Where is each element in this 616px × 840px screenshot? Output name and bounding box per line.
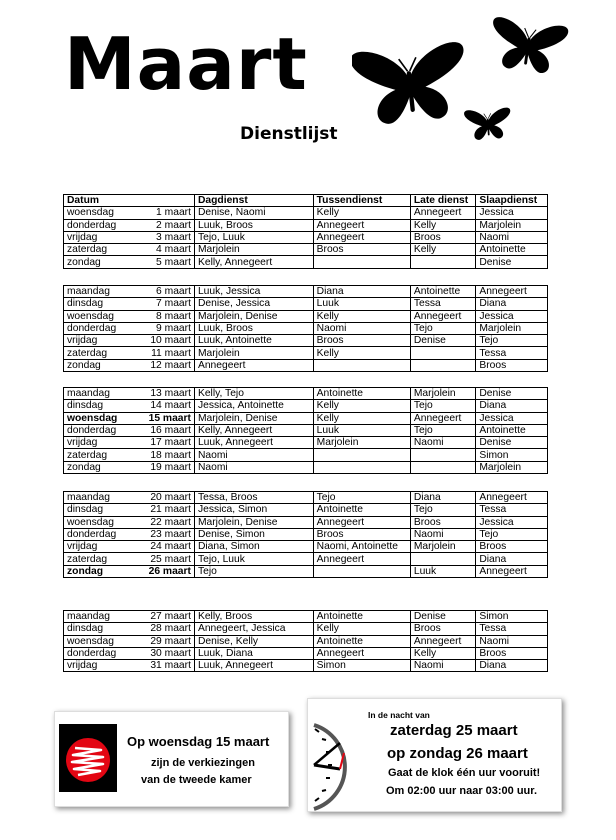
dst-notice — [307, 698, 562, 812]
cell-dagdienst: Diana, Simon — [194, 541, 313, 553]
cell-tussendienst: Broos — [313, 528, 410, 540]
cell-tussendienst: Luuk — [313, 424, 410, 436]
cell-late-dienst: Kelly — [410, 647, 475, 659]
cell-dagdienst: Luuk, Annegeert — [194, 660, 313, 672]
table-row — [64, 541, 548, 553]
cell-late-dienst — [410, 347, 475, 359]
cell-late-dienst: Tejo — [410, 322, 475, 334]
column-header-datum: Datum — [64, 195, 195, 207]
butterflies-illustration — [352, 6, 572, 156]
cell-day: zondag — [64, 256, 145, 268]
cell-tussendienst — [313, 449, 410, 461]
cell-dagdienst: Tejo, Luuk — [194, 553, 313, 565]
cell-late-dienst — [410, 359, 475, 371]
table-header-row — [64, 195, 548, 207]
table-row — [64, 449, 548, 461]
cell-date: 10 maart — [144, 335, 194, 347]
cell-late-dienst: Annegeert — [410, 207, 475, 219]
cell-dagdienst: Kelly, Annegeert — [194, 424, 313, 436]
cell-late-dienst: Antoinette — [410, 286, 475, 298]
cell-slaapdienst: Diana — [476, 660, 548, 672]
cell-day: zaterdag — [64, 244, 145, 256]
cell-slaapdienst: Antoinette — [476, 424, 548, 436]
cell-tussendienst: Broos — [313, 335, 410, 347]
table-row — [64, 516, 548, 528]
column-header-late-dienst: Late dienst — [410, 195, 475, 207]
cell-date: 29 maart — [144, 635, 194, 647]
cell-tussendienst: Kelly — [313, 412, 410, 424]
cell-slaapdienst: Tejo — [476, 335, 548, 347]
cell-late-dienst: Luuk — [410, 565, 475, 577]
cell-slaapdienst: Antoinette — [476, 244, 548, 256]
cell-date: 20 maart — [144, 492, 194, 504]
cell-late-dienst: Tessa — [410, 298, 475, 310]
cell-dagdienst: Denise, Jessica — [194, 298, 313, 310]
dst-intro: In de nacht van — [368, 710, 430, 720]
column-header-tussendienst: Tussendienst — [313, 195, 410, 207]
cell-dagdienst: Tejo — [194, 565, 313, 577]
table-row — [64, 207, 548, 219]
cell-dagdienst: Denise, Naomi — [194, 207, 313, 219]
cell-late-dienst: Broos — [410, 623, 475, 635]
cell-date: 26 maart — [144, 565, 194, 577]
cell-day: woensdag — [64, 516, 145, 528]
cell-dagdienst: Marjolein, Denise — [194, 310, 313, 322]
cell-tussendienst: Luuk — [313, 298, 410, 310]
cell-day: maandag — [64, 388, 145, 400]
cell-tussendienst — [313, 359, 410, 371]
cell-tussendienst: Kelly — [313, 400, 410, 412]
cell-dagdienst: Jessica, Simon — [194, 504, 313, 516]
cell-slaapdienst: Jessica — [476, 412, 548, 424]
cell-day: vrijdag — [64, 660, 145, 672]
cell-tussendienst: Annegeert — [313, 553, 410, 565]
cell-date: 18 maart — [144, 449, 194, 461]
cell-day: zondag — [64, 565, 145, 577]
cell-late-dienst: Annegeert — [410, 635, 475, 647]
cell-day: maandag — [64, 492, 145, 504]
cell-slaapdienst: Denise — [476, 388, 548, 400]
table-row — [64, 660, 548, 672]
cell-tussendienst: Annegeert — [313, 231, 410, 243]
cell-slaapdienst: Simon — [476, 449, 548, 461]
schedule-week-2 — [63, 285, 548, 372]
cell-date: 9 maart — [144, 322, 194, 334]
cell-slaapdienst: Annegeert — [476, 492, 548, 504]
cell-tussendienst: Antoinette — [313, 635, 410, 647]
cell-slaapdienst: Broos — [476, 541, 548, 553]
table-row — [64, 231, 548, 243]
cell-dagdienst: Marjolein — [194, 347, 313, 359]
table-row — [64, 492, 548, 504]
table-row — [64, 647, 548, 659]
cell-tussendienst: Annegeert — [313, 647, 410, 659]
cell-dagdienst: Denise, Simon — [194, 528, 313, 540]
cell-late-dienst: Naomi — [410, 660, 475, 672]
cell-dagdienst: Naomi — [194, 461, 313, 473]
cell-dagdienst: Luuk, Broos — [194, 219, 313, 231]
cell-day: maandag — [64, 286, 145, 298]
cell-slaapdienst: Marjolein — [476, 461, 548, 473]
cell-dagdienst: Denise, Kelly — [194, 635, 313, 647]
cell-dagdienst: Annegeert — [194, 359, 313, 371]
cell-date: 3 maart — [144, 231, 194, 243]
table-row — [64, 553, 548, 565]
cell-date: 14 maart — [144, 400, 194, 412]
cell-slaapdienst: Diana — [476, 400, 548, 412]
cell-tussendienst: Tejo — [313, 492, 410, 504]
clock-icon — [310, 717, 370, 812]
cell-day: zaterdag — [64, 553, 145, 565]
table-row — [64, 244, 548, 256]
table-row — [64, 359, 548, 371]
election-notice — [54, 711, 289, 807]
cell-day: donderdag — [64, 528, 145, 540]
cell-day: vrijdag — [64, 437, 145, 449]
election-line-3: van de tweede kamer — [141, 774, 252, 786]
cell-date: 1 maart — [144, 207, 194, 219]
cell-dagdienst: Luuk, Antoinette — [194, 335, 313, 347]
cell-date: 12 maart — [144, 359, 194, 371]
cell-slaapdienst: Jessica — [476, 207, 548, 219]
cell-day: woensdag — [64, 412, 145, 424]
cell-day: dinsdag — [64, 623, 145, 635]
table-row — [64, 611, 548, 623]
cell-tussendienst: Simon — [313, 660, 410, 672]
cell-late-dienst: Marjolein — [410, 388, 475, 400]
table-row — [64, 400, 548, 412]
cell-date: 13 maart — [144, 388, 194, 400]
cell-slaapdienst: Diana — [476, 553, 548, 565]
cell-slaapdienst: Annegeert — [476, 565, 548, 577]
table-row — [64, 623, 548, 635]
dst-line-2: op zondag 26 maart — [387, 745, 528, 762]
cell-slaapdienst: Annegeert — [476, 286, 548, 298]
cell-date: 28 maart — [144, 623, 194, 635]
cell-tussendienst: Annegeert — [313, 516, 410, 528]
schedule-week-3 — [63, 387, 548, 474]
cell-dagdienst: Luuk, Diana — [194, 647, 313, 659]
ballot-logo-icon — [59, 724, 117, 792]
cell-day: vrijdag — [64, 541, 145, 553]
cell-date: 27 maart — [144, 611, 194, 623]
cell-day: dinsdag — [64, 504, 145, 516]
table-row — [64, 528, 548, 540]
cell-slaapdienst: Marjolein — [476, 322, 548, 334]
table-row — [64, 504, 548, 516]
cell-date: 23 maart — [144, 528, 194, 540]
cell-tussendienst: Naomi, Antoinette — [313, 541, 410, 553]
cell-tussendienst: Kelly — [313, 623, 410, 635]
cell-slaapdienst: Naomi — [476, 635, 548, 647]
table-row — [64, 461, 548, 473]
cell-slaapdienst: Tessa — [476, 347, 548, 359]
cell-late-dienst: Kelly — [410, 244, 475, 256]
cell-late-dienst — [410, 449, 475, 461]
cell-date: 30 maart — [144, 647, 194, 659]
cell-dagdienst: Marjolein — [194, 244, 313, 256]
cell-day: donderdag — [64, 424, 145, 436]
cell-day: zaterdag — [64, 347, 145, 359]
schedule-week-5 — [63, 610, 548, 672]
cell-slaapdienst: Jessica — [476, 310, 548, 322]
cell-date: 8 maart — [144, 310, 194, 322]
cell-date: 15 maart — [144, 412, 194, 424]
cell-slaapdienst: Denise — [476, 437, 548, 449]
cell-late-dienst: Naomi — [410, 437, 475, 449]
table-row — [64, 635, 548, 647]
cell-tussendienst — [313, 565, 410, 577]
cell-tussendienst: Naomi — [313, 322, 410, 334]
cell-late-dienst: Annegeert — [410, 412, 475, 424]
cell-dagdienst: Marjolein, Denise — [194, 412, 313, 424]
page-title: Maart — [64, 22, 308, 106]
cell-dagdienst: Tejo, Luuk — [194, 231, 313, 243]
dst-line-1: zaterdag 25 maart — [390, 722, 518, 739]
cell-late-dienst: Tejo — [410, 504, 475, 516]
cell-tussendienst: Annegeert — [313, 219, 410, 231]
dst-line-3: Gaat de klok één uur vooruit! — [388, 767, 541, 779]
cell-dagdienst: Kelly, Broos — [194, 611, 313, 623]
cell-tussendienst: Kelly — [313, 310, 410, 322]
cell-slaapdienst: Tessa — [476, 504, 548, 516]
schedule-week-4 — [63, 491, 548, 578]
cell-day: maandag — [64, 611, 145, 623]
cell-tussendienst: Antoinette — [313, 388, 410, 400]
table-row — [64, 565, 548, 577]
cell-day: donderdag — [64, 647, 145, 659]
cell-late-dienst: Marjolein — [410, 541, 475, 553]
cell-slaapdienst: Broos — [476, 647, 548, 659]
cell-tussendienst — [313, 461, 410, 473]
cell-slaapdienst: Tejo — [476, 528, 548, 540]
cell-dagdienst: Annegeert, Jessica — [194, 623, 313, 635]
cell-slaapdienst: Tessa — [476, 623, 548, 635]
table-row — [64, 286, 548, 298]
cell-dagdienst: Luuk, Broos — [194, 322, 313, 334]
cell-late-dienst: Tejo — [410, 424, 475, 436]
cell-date: 4 maart — [144, 244, 194, 256]
cell-day: donderdag — [64, 219, 145, 231]
cell-date: 22 maart — [144, 516, 194, 528]
cell-dagdienst: Marjolein, Denise — [194, 516, 313, 528]
column-header-slaapdienst: Slaapdienst — [476, 195, 548, 207]
column-header-dagdienst: Dagdienst — [194, 195, 313, 207]
schedule-week-1 — [63, 194, 548, 269]
cell-slaapdienst: Broos — [476, 359, 548, 371]
cell-late-dienst — [410, 553, 475, 565]
cell-tussendienst: Marjolein — [313, 437, 410, 449]
table-row — [64, 322, 548, 334]
cell-late-dienst: Denise — [410, 611, 475, 623]
cell-dagdienst: Luuk, Jessica — [194, 286, 313, 298]
table-row — [64, 437, 548, 449]
cell-tussendienst: Broos — [313, 244, 410, 256]
cell-late-dienst: Broos — [410, 231, 475, 243]
cell-dagdienst: Naomi — [194, 449, 313, 461]
cell-date: 6 maart — [144, 286, 194, 298]
cell-day: woensdag — [64, 207, 145, 219]
cell-late-dienst: Diana — [410, 492, 475, 504]
cell-tussendienst: Antoinette — [313, 504, 410, 516]
cell-slaapdienst: Naomi — [476, 231, 548, 243]
cell-date: 17 maart — [144, 437, 194, 449]
cell-date: 5 maart — [144, 256, 194, 268]
cell-date: 19 maart — [144, 461, 194, 473]
dst-line-4: Om 02:00 uur naar 03:00 uur. — [386, 785, 538, 797]
cell-date: 24 maart — [144, 541, 194, 553]
cell-dagdienst: Tessa, Broos — [194, 492, 313, 504]
cell-dagdienst: Kelly, Annegeert — [194, 256, 313, 268]
election-line-2: zijn de verkiezingen — [151, 757, 255, 769]
table-row — [64, 298, 548, 310]
cell-late-dienst — [410, 461, 475, 473]
table-row — [64, 388, 548, 400]
cell-slaapdienst: Diana — [476, 298, 548, 310]
table-row — [64, 219, 548, 231]
cell-tussendienst — [313, 256, 410, 268]
cell-day: dinsdag — [64, 298, 145, 310]
cell-slaapdienst: Marjolein — [476, 219, 548, 231]
cell-late-dienst — [410, 256, 475, 268]
cell-day: donderdag — [64, 322, 145, 334]
cell-date: 16 maart — [144, 424, 194, 436]
cell-date: 21 maart — [144, 504, 194, 516]
table-row — [64, 424, 548, 436]
cell-date: 25 maart — [144, 553, 194, 565]
cell-day: dinsdag — [64, 400, 145, 412]
table-row — [64, 347, 548, 359]
cell-day: zondag — [64, 359, 145, 371]
cell-dagdienst: Luuk, Annegeert — [194, 437, 313, 449]
cell-late-dienst: Kelly — [410, 219, 475, 231]
cell-date: 31 maart — [144, 660, 194, 672]
cell-slaapdienst: Denise — [476, 256, 548, 268]
cell-day: vrijdag — [64, 335, 145, 347]
table-row — [64, 256, 548, 268]
table-row — [64, 412, 548, 424]
cell-tussendienst: Antoinette — [313, 611, 410, 623]
table-row — [64, 310, 548, 322]
cell-late-dienst: Tejo — [410, 400, 475, 412]
cell-tussendienst: Kelly — [313, 347, 410, 359]
cell-dagdienst: Kelly, Tejo — [194, 388, 313, 400]
cell-day: woensdag — [64, 635, 145, 647]
cell-late-dienst: Broos — [410, 516, 475, 528]
cell-date: 2 maart — [144, 219, 194, 231]
cell-day: zondag — [64, 461, 145, 473]
cell-tussendienst: Diana — [313, 286, 410, 298]
cell-day: zaterdag — [64, 449, 145, 461]
cell-date: 7 maart — [144, 298, 194, 310]
cell-late-dienst: Denise — [410, 335, 475, 347]
election-date: Op woensdag 15 maart — [127, 734, 270, 749]
cell-dagdienst: Jessica, Antoinette — [194, 400, 313, 412]
cell-late-dienst: Annegeert — [410, 310, 475, 322]
table-row — [64, 335, 548, 347]
cell-slaapdienst: Simon — [476, 611, 548, 623]
cell-slaapdienst: Jessica — [476, 516, 548, 528]
cell-tussendienst: Kelly — [313, 207, 410, 219]
cell-date: 11 maart — [144, 347, 194, 359]
cell-late-dienst: Naomi — [410, 528, 475, 540]
page-subtitle: Dienstlijst — [240, 124, 338, 144]
cell-day: vrijdag — [64, 231, 145, 243]
cell-day: woensdag — [64, 310, 145, 322]
